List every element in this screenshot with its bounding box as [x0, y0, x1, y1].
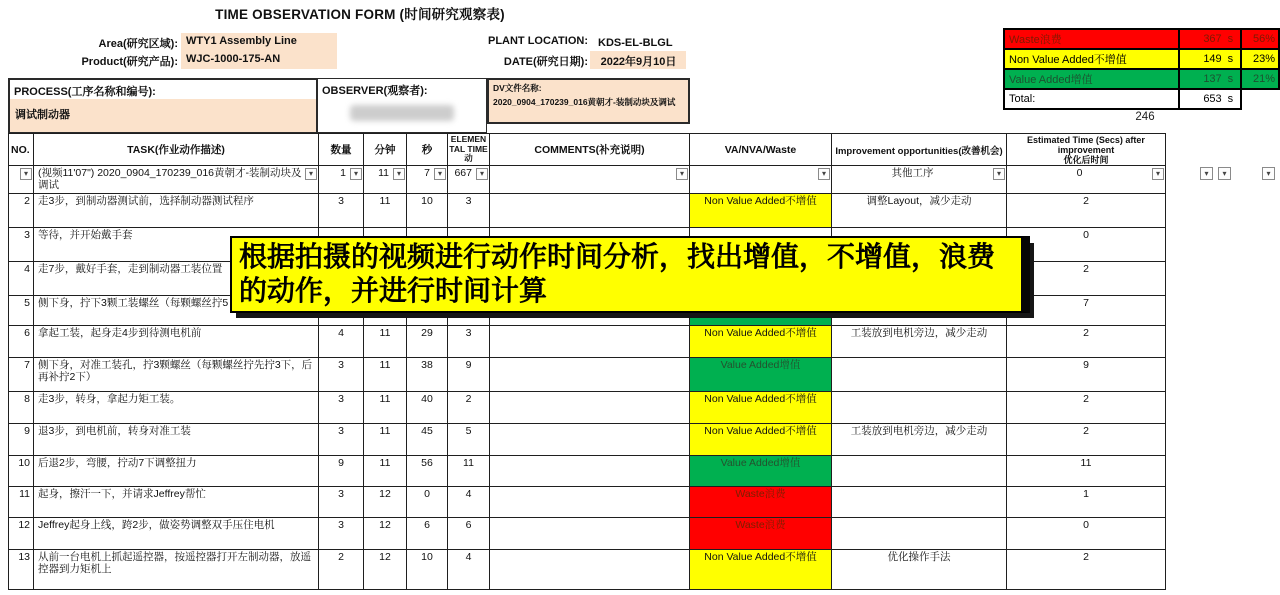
- row-number-cell[interactable]: 10: [9, 456, 34, 487]
- col-header-estimated[interactable]: Estimated Time (Secs) after improvement 优化后时间: [1007, 134, 1166, 166]
- filter-dropdown-icon[interactable]: ▾: [676, 168, 688, 180]
- seconds-cell[interactable]: 56: [407, 456, 448, 487]
- improvement-cell[interactable]: [832, 358, 1007, 392]
- summary-row-nva: [1004, 49, 1279, 69]
- table-row: [9, 392, 1166, 424]
- plant-location-value[interactable]: KDS-EL-BLGL: [598, 37, 673, 49]
- date-value-cell[interactable]: 2022年9月10日: [590, 51, 686, 69]
- col-header-task[interactable]: TASK(作业动作描述): [34, 134, 319, 166]
- va-nva-waste-cell[interactable]: Non Value Added不增值: [690, 326, 832, 358]
- task-cell[interactable]: Jeffrey起身上线，跨2步，做姿势调整双手压住电机: [34, 518, 319, 550]
- qty-cell[interactable]: 9: [319, 456, 364, 487]
- seconds-cell[interactable]: 7 ▾: [407, 166, 448, 194]
- improvement-cell[interactable]: 其他工序 ▾: [832, 166, 1007, 194]
- estimated-time-cell[interactable]: 2: [1007, 550, 1166, 590]
- summary-empty-cell: [1241, 89, 1279, 109]
- filter-dropdown-icon[interactable]: ▾: [305, 168, 317, 180]
- summary-label[interactable]: Value Added增值: [1004, 69, 1179, 89]
- comments-cell[interactable]: [490, 166, 690, 194]
- observer-name-redacted: [350, 105, 454, 121]
- elemental-time-cell[interactable]: 6: [448, 518, 490, 550]
- row-number-cell[interactable]: 12: [9, 518, 34, 550]
- seconds-cell[interactable]: 45: [407, 424, 448, 456]
- task-cell[interactable]: 从前一台电机上抓起遥控器，按遥控器打开左制动器，放遥控器到力矩机上: [34, 550, 319, 590]
- filter-dropdown-icon[interactable]: ▾: [350, 168, 362, 180]
- improvement-cell[interactable]: [832, 487, 1007, 518]
- row-number-cell[interactable]: 13: [9, 550, 34, 590]
- task-cell[interactable]: 走7步，戴好手套，走到制动器工装位置: [34, 262, 319, 296]
- va-nva-waste-cell[interactable]: Non Value Added不增值: [690, 550, 832, 590]
- date-label: DATE(研究日期):: [503, 56, 588, 68]
- elemental-time-cell[interactable]: 4: [448, 550, 490, 590]
- qty-cell[interactable]: 1 ▾: [319, 166, 364, 194]
- summary-percent[interactable]: 21%: [1241, 69, 1279, 89]
- va-summary-table: [1003, 28, 1280, 110]
- qty-cell[interactable]: 3: [319, 392, 364, 424]
- minutes-cell[interactable]: 11: [364, 392, 407, 424]
- filter-dropdown-icon[interactable]: ▾: [1218, 167, 1231, 180]
- comments-cell[interactable]: [490, 487, 690, 518]
- qty-cell[interactable]: 3: [319, 358, 364, 392]
- elemental-time-cell[interactable]: 3: [448, 194, 490, 228]
- improvement-cell[interactable]: 工装放到电机旁边，减少走动: [832, 424, 1007, 456]
- va-nva-waste-cell[interactable]: Non Value Added不增值: [690, 392, 832, 424]
- row-number-cell[interactable]: 9: [9, 424, 34, 456]
- estimated-time-cell[interactable]: 2: [1007, 262, 1166, 296]
- estimated-time-cell[interactable]: 0 ▾: [1007, 166, 1166, 194]
- comments-cell[interactable]: [490, 456, 690, 487]
- filter-dropdown-icon[interactable]: ▾: [993, 168, 1005, 180]
- filter-dropdown-icon[interactable]: ▾: [20, 168, 32, 180]
- table-row: [9, 326, 1166, 358]
- estimated-time-cell[interactable]: 9: [1007, 358, 1166, 392]
- seconds-cell[interactable]: 40: [407, 392, 448, 424]
- col-header-qty[interactable]: 数量: [319, 134, 364, 166]
- dv-file-box[interactable]: [487, 78, 690, 124]
- seconds-cell[interactable]: 29: [407, 326, 448, 358]
- annotation-callout[interactable]: [230, 236, 1030, 313]
- qty-cell[interactable]: 3: [319, 194, 364, 228]
- comments-cell[interactable]: [490, 518, 690, 550]
- summary-label[interactable]: Waste浪费: [1004, 29, 1179, 49]
- seconds-cell[interactable]: 6: [407, 518, 448, 550]
- area-value-cell[interactable]: WTY1 Assembly Line: [181, 33, 337, 51]
- row-number-cell[interactable]: 6: [9, 326, 34, 358]
- row-number-cell[interactable]: 2: [9, 194, 34, 228]
- comments-cell[interactable]: [490, 358, 690, 392]
- qty-cell[interactable]: 3: [319, 518, 364, 550]
- seconds-cell[interactable]: 10: [407, 550, 448, 590]
- improvement-cell[interactable]: [832, 518, 1007, 550]
- dv-file-value: 2020_0904_170239_016黄朝才-装制动块及调试: [493, 97, 676, 107]
- summary-percent[interactable]: 56%: [1241, 29, 1279, 49]
- row-number-cell[interactable]: 11: [9, 487, 34, 518]
- summary-seconds[interactable]: 149 s: [1179, 49, 1242, 69]
- table-row: [9, 358, 1166, 392]
- seconds-cell[interactable]: 0: [407, 487, 448, 518]
- minutes-cell[interactable]: 11: [364, 424, 407, 456]
- improvement-cell[interactable]: 优化操作手法: [832, 550, 1007, 590]
- va-nva-waste-cell[interactable]: Waste浪费: [690, 487, 832, 518]
- summary-row-waste: [1004, 29, 1279, 49]
- process-label: PROCESS(工序名称和编号):: [10, 80, 316, 99]
- summary-seconds[interactable]: 367 s: [1179, 29, 1242, 49]
- summary-percent[interactable]: 23%: [1241, 49, 1279, 69]
- elemental-time-cell[interactable]: 5: [448, 424, 490, 456]
- task-cell[interactable]: 拿起工装，起身走4步到待测电机前: [34, 326, 319, 358]
- product-value-cell[interactable]: WJC-1000-175-AN: [181, 51, 337, 69]
- filter-dropdown-icon[interactable]: ▾: [434, 168, 446, 180]
- row-number-cell[interactable]: 5: [9, 296, 34, 326]
- row-number-cell[interactable]: 3: [9, 228, 34, 262]
- table-row: [9, 456, 1166, 487]
- va-nva-waste-cell[interactable]: Value Added增值: [690, 358, 832, 392]
- table-row: [9, 550, 1166, 590]
- observer-box[interactable]: [317, 78, 487, 133]
- elemental-time-cell[interactable]: 4: [448, 487, 490, 518]
- comments-cell[interactable]: [490, 550, 690, 590]
- table-row: [9, 166, 1166, 194]
- task-cell[interactable]: 退3步，到电机前，转身对准工装: [34, 424, 319, 456]
- va-nva-waste-cell[interactable]: Waste浪费: [690, 518, 832, 550]
- minutes-cell[interactable]: 12: [364, 518, 407, 550]
- filter-dropdown-icon[interactable]: ▾: [476, 168, 488, 180]
- col-header-seconds[interactable]: 秒: [407, 134, 448, 166]
- header-row: [9, 134, 1166, 166]
- process-block: [8, 78, 682, 133]
- va-nva-waste-cell[interactable]: Non Value Added不增值: [690, 194, 832, 228]
- table-row: [9, 424, 1166, 456]
- comments-cell[interactable]: [490, 392, 690, 424]
- filter-dropdown-icon[interactable]: ▾: [1262, 167, 1275, 180]
- filter-dropdown-icon[interactable]: ▾: [1152, 168, 1164, 180]
- area-label: Area(研究区域):: [98, 38, 178, 50]
- improvement-cell[interactable]: [832, 456, 1007, 487]
- va-nva-waste-cell[interactable]: Value Added增值: [690, 456, 832, 487]
- task-table-body: [9, 166, 1166, 590]
- elemental-time-cell[interactable]: 667 ▾: [448, 166, 490, 194]
- task-cell[interactable]: 侧下身，对准工装孔，拧3颗螺丝（每颗螺丝拧先拧3下，后再补拧2下）: [34, 358, 319, 392]
- minutes-cell[interactable]: 11: [364, 194, 407, 228]
- col-header-comments[interactable]: COMMENTS(补充说明): [490, 134, 690, 166]
- seconds-cell[interactable]: 10: [407, 194, 448, 228]
- dv-file-label: DV文件名称:: [493, 83, 542, 93]
- estimated-time-cell[interactable]: 2: [1007, 194, 1166, 228]
- table-row: [9, 518, 1166, 550]
- row-number-cell[interactable]: 4: [9, 262, 34, 296]
- observer-label: OBSERVER(观察者):: [318, 79, 486, 98]
- col-header-va[interactable]: VA/NVA/Waste: [690, 134, 832, 166]
- comments-cell[interactable]: [490, 326, 690, 358]
- qty-cell[interactable]: 4: [319, 326, 364, 358]
- filter-dropdown-icon[interactable]: ▾: [1200, 167, 1213, 180]
- va-nva-waste-cell[interactable]: Non Value Added不增值: [690, 424, 832, 456]
- minutes-cell[interactable]: 11: [364, 358, 407, 392]
- seconds-cell[interactable]: 38: [407, 358, 448, 392]
- minutes-cell[interactable]: 12: [364, 550, 407, 590]
- task-cell[interactable]: 侧下身，拧下3颗工装螺丝（每颗螺丝拧5: [34, 296, 319, 326]
- comments-cell[interactable]: [490, 194, 690, 228]
- improvement-cell[interactable]: [832, 392, 1007, 424]
- estimated-time-cell[interactable]: 11: [1007, 456, 1166, 487]
- improvement-cell[interactable]: 调整Layout，减少走动: [832, 194, 1007, 228]
- summary-total-seconds[interactable]: 653 s: [1179, 89, 1242, 109]
- count-note: 246: [1135, 111, 1155, 123]
- col-header-elemental[interactable]: ELEMENTAL TIME 动: [448, 134, 490, 166]
- qty-cell[interactable]: 3: [319, 487, 364, 518]
- task-cell[interactable]: (视频11'07") 2020_0904_170239_016黄朝才-装制动块及调试 ▾: [34, 166, 319, 194]
- filter-dropdown-icon[interactable]: ▾: [818, 168, 830, 180]
- estimated-time-cell[interactable]: 0: [1007, 228, 1166, 262]
- elemental-time-cell[interactable]: 9: [448, 358, 490, 392]
- minutes-cell[interactable]: 11 ▾: [364, 166, 407, 194]
- annotation-line-1: 根据拍摄的视频进行动作时间分析，找出增值，不增值，浪费: [239, 241, 996, 272]
- task-cell[interactable]: 后退2步，弯腰，拧动7下调整扭力: [34, 456, 319, 487]
- improvement-cell[interactable]: 工装放到电机旁边，减少走动: [832, 326, 1007, 358]
- process-value-cell[interactable]: 调试制动器: [10, 99, 316, 132]
- filter-dropdown-icon[interactable]: ▾: [393, 168, 405, 180]
- row-number-cell[interactable]: [9, 166, 34, 194]
- elemental-time-cell[interactable]: 3: [448, 326, 490, 358]
- table-row: [9, 487, 1166, 518]
- minutes-cell[interactable]: 11: [364, 456, 407, 487]
- row-number-cell[interactable]: 8: [9, 392, 34, 424]
- task-cell[interactable]: 走3步，到制动器测试前，选择制动器测试程序: [34, 194, 319, 228]
- qty-cell[interactable]: 3: [319, 424, 364, 456]
- estimated-time-cell[interactable]: 0: [1007, 518, 1166, 550]
- col-header-improvement[interactable]: Improvement opportunities(改善机会): [832, 134, 1007, 166]
- estimated-time-cell[interactable]: 2: [1007, 424, 1166, 456]
- plant-location-label: PLANT LOCATION:: [487, 35, 588, 47]
- task-cell[interactable]: 起身，擦汗一下，并请求Jeffrey帮忙: [34, 487, 319, 518]
- summary-seconds[interactable]: 137 s: [1179, 69, 1242, 89]
- minutes-cell[interactable]: 11: [364, 326, 407, 358]
- process-box: [8, 78, 317, 133]
- summary-row-va: [1004, 69, 1279, 89]
- estimated-time-cell[interactable]: 2: [1007, 326, 1166, 358]
- task-cell[interactable]: 走3步，转身，拿起力矩工装。: [34, 392, 319, 424]
- product-label: Product(研究产品):: [81, 56, 178, 68]
- minutes-cell[interactable]: 12: [364, 487, 407, 518]
- elemental-time-cell[interactable]: 2: [448, 392, 490, 424]
- comments-cell[interactable]: [490, 424, 690, 456]
- summary-total-label[interactable]: Total:: [1004, 89, 1179, 109]
- form-title: TIME OBSERVATION FORM (时间研究观察表): [215, 7, 505, 22]
- summary-row-total: [1004, 89, 1279, 109]
- elemental-time-cell[interactable]: 11: [448, 456, 490, 487]
- estimated-time-cell[interactable]: 7: [1007, 296, 1166, 326]
- estimated-time-cell[interactable]: 1: [1007, 487, 1166, 518]
- annotation-line-2: 的动作，并进行时间计算: [239, 275, 548, 306]
- table-row: [9, 194, 1166, 228]
- summary-label[interactable]: Non Value Added不增值: [1004, 49, 1179, 69]
- task-cell[interactable]: 等待，并开始戴手套: [34, 228, 319, 262]
- estimated-time-cell[interactable]: 2: [1007, 392, 1166, 424]
- qty-cell[interactable]: 2: [319, 550, 364, 590]
- row-number-cell[interactable]: 7: [9, 358, 34, 392]
- va-nva-waste-cell[interactable]: [690, 166, 832, 194]
- col-header-minutes[interactable]: 分钟: [364, 134, 407, 166]
- col-header-no[interactable]: NO.: [9, 134, 34, 166]
- time-study-table: [8, 133, 1166, 590]
